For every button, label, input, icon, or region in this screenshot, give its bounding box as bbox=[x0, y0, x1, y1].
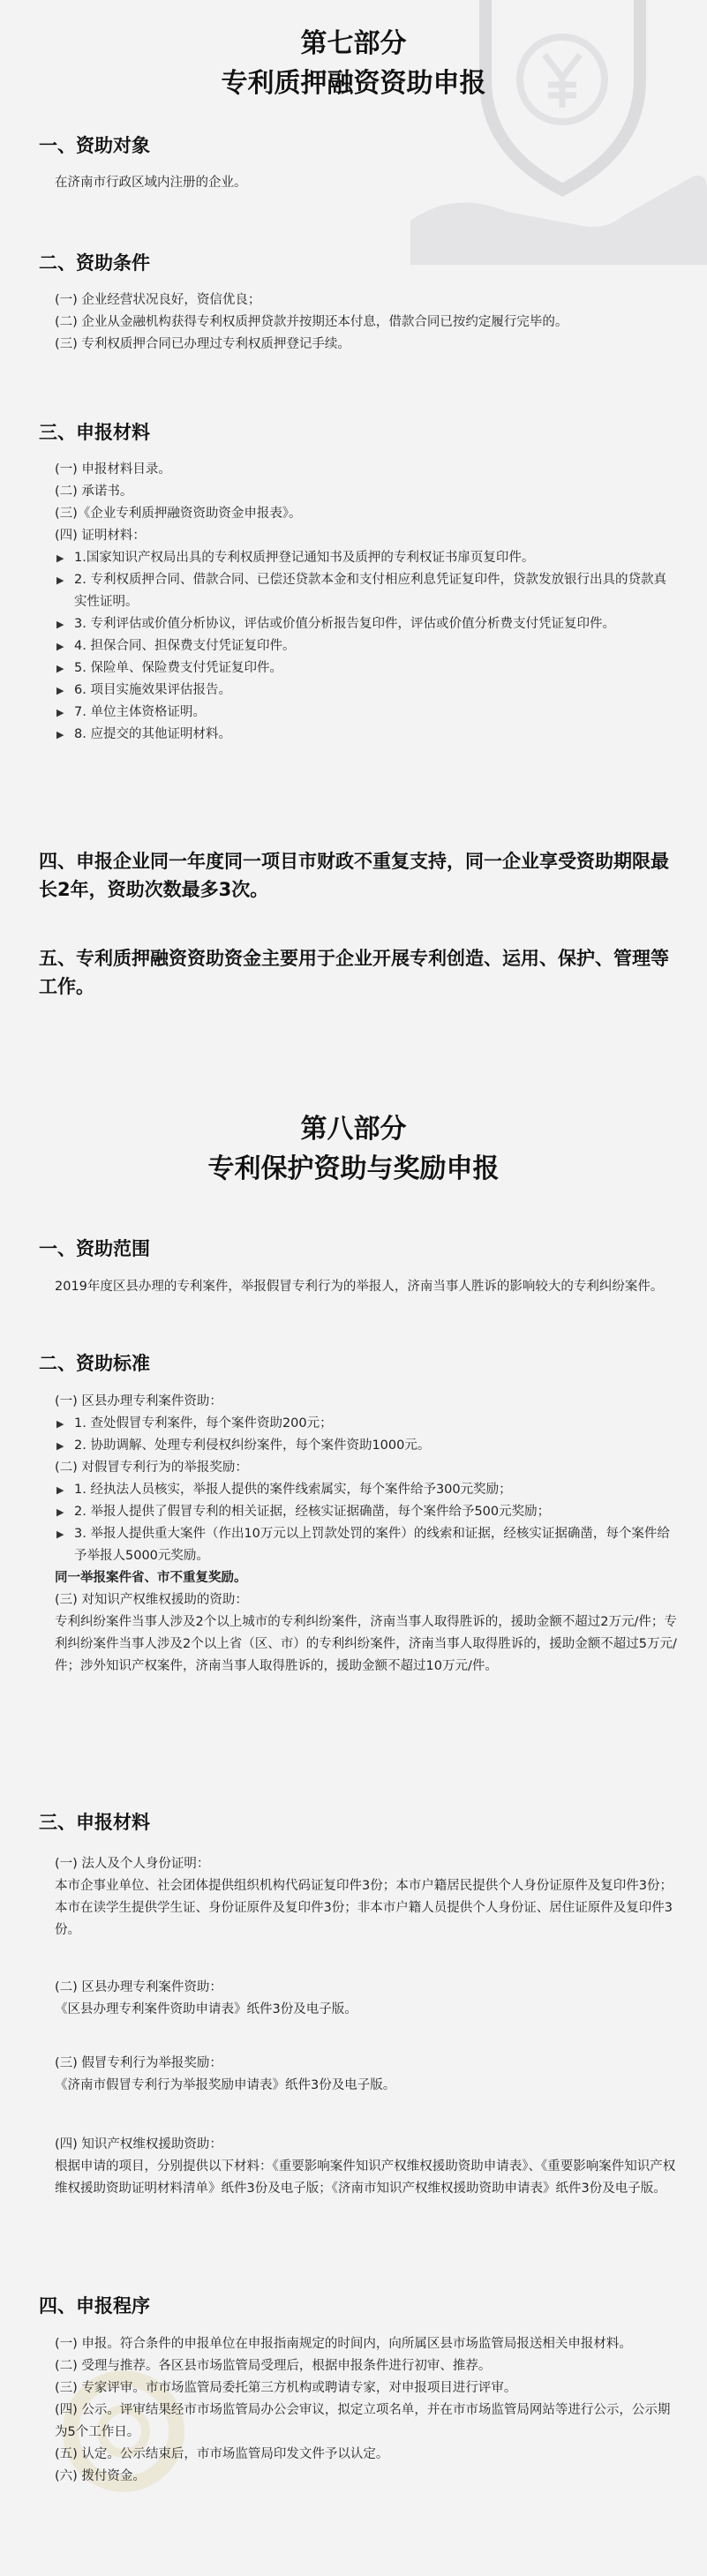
list-item: (四) 公示。评审结果经市市场监管局办公会审议，拟定立项名单，并在市市场监管局网站等进行公示，公示期为5个工作日。 bbox=[55, 2403, 671, 2439]
part8-s4-heading: 四、申报程序 bbox=[39, 2295, 150, 2317]
list-item: (一) 申报材料目录。 bbox=[55, 462, 171, 477]
list-item: (二) 区县办理专利案件资助： bbox=[55, 1980, 222, 1994]
list-item: (三) 假冒专利行为举报奖励： bbox=[55, 2056, 222, 2070]
part8-title bbox=[0, 1110, 707, 1190]
list-item: (一) 法人及个人身份证明： bbox=[55, 1857, 210, 1871]
bullet-item: ▶ 2. 举报人提供了假冒专利的相关证据，经核实证据确凿，每个案件给予500元奖励； bbox=[55, 1501, 677, 1523]
bullet-item: ▶ 1. 查处假冒专利案件，每个案件资助200元； bbox=[55, 1413, 677, 1435]
part8-s3-d bbox=[55, 2134, 677, 2200]
part8-s1-heading: 一、资助范围 bbox=[39, 1238, 150, 1259]
list-item: (三) 专利权质押合同已办理过专利权质押登记手续。 bbox=[55, 337, 350, 351]
bullet-item: ▶ 6. 项目实施效果评估报告。 bbox=[55, 680, 677, 702]
paragraph: 根据申请的项目，分别提供以下材料：《重要影响案件知识产权维权援助资助申请表》、《重要影响案件知识产权维权援助资助证明材料清单》纸件3份及电子版；《济南市知识产权维权援助资助申请表》纸件3份及电子版。 bbox=[55, 2159, 676, 2196]
part8-s3-c bbox=[55, 2053, 677, 2097]
list-item: (一) 区县办理专利案件资助： bbox=[55, 1394, 222, 1408]
list-item: (三)《企业专利质押融资资助资金申报表》。 bbox=[55, 507, 302, 521]
list-item: (一) 申报。符合条件的申报单位在申报指南规定的时间内，向所属区县市场监管局报送相关申报材料。 bbox=[55, 2337, 632, 2351]
bullet-item: ▶ 2. 协助调解、处理专利侵权纠纷案件，每个案件资助1000元。 bbox=[55, 1435, 677, 1457]
part7-s2-heading: 二、资助条件 bbox=[39, 252, 150, 274]
part7-title-line1: 第七部分 bbox=[300, 28, 407, 59]
part7-title-line2: 专利质押融资资助申报 bbox=[221, 68, 486, 99]
list-item: (二) 承诺书。 bbox=[55, 484, 133, 499]
list-item: (四) 知识产权维权援助资助： bbox=[55, 2137, 222, 2152]
list-item: (二) 对假冒专利行为的举报奖励： bbox=[55, 1461, 248, 1475]
part7-title bbox=[0, 25, 707, 104]
part7-s3-list bbox=[55, 459, 677, 746]
part7-s1-text: 在济南市行政区域内注册的企业。 bbox=[55, 176, 247, 190]
part7-s3-heading: 三、申报材料 bbox=[39, 422, 150, 443]
part8-s2-list bbox=[55, 1391, 677, 1678]
note-text: 同一举报案件省、市不重复奖励。 bbox=[55, 1571, 247, 1585]
bullet-item: ▶ 3. 专利评估或价值分析协议，评估或价值分析报告复印件，评估或价值分析费支付凭证复印件。 bbox=[55, 613, 677, 635]
bullet-item: ▶ 1. 经执法人员核实，举报人提供的案件线索属实，每个案件给予300元奖励； bbox=[55, 1479, 677, 1501]
bullet-item: ▶ 1.国家知识产权局出具的专利权质押登记通知书及质押的专利权证书扉页复印件。 bbox=[55, 547, 677, 569]
part7-s1-heading: 一、资助对象 bbox=[39, 135, 150, 156]
list-item: (四) 证明材料： bbox=[55, 529, 146, 543]
paragraph: 《济南市假冒专利行为举报奖励申请表》纸件3份及电子版。 bbox=[55, 2078, 396, 2092]
list-item: (五) 认定。公示结束后，市市场监管局印发文件予以认定。 bbox=[55, 2447, 389, 2461]
paragraph: 专利纠纷案件当事人涉及2个以上城市的专利纠纷案件，济南当事人取得胜诉的，援助金额不超过2万元/件；专利纠纷案件当事人涉及2个以上省（区、市）的专利纠纷案件，济南当事人取得胜诉的，援助金额不超过5万元/件；涉外知识产权案件，济南当事人取得胜诉的，援助金额不超过10万元/件。 bbox=[55, 1615, 677, 1673]
list-item: (二) 受理与推荐。各区县市场监管局受理后，根据申报条件进行初审、推荐。 bbox=[55, 2359, 492, 2373]
bullet-item: ▶ 2. 专利权质押合同、借款合同、已偿还贷款本金和支付相应利息凭证复印件，贷款发放银行出具的贷款真实性证明。 bbox=[55, 569, 677, 613]
part7-s5-heading: 五、专利质押融资资助资金主要用于企业开展专利创造、运用、保护、管理等工作。 bbox=[39, 948, 669, 997]
paragraph: 本市企事业单位、社会团体提供组织机构代码证复印件3份；本市户籍居民提供个人身份证原件及复印件3份；本市在读学生提供学生证、身份证原件及复印件3份；非本市户籍人员提供个人身份证、居住证原件及复印件3份。 bbox=[55, 1879, 673, 1937]
list-item: (三) 专家评审。市市场监管局委托第三方机构或聘请专家，对申报项目进行评审。 bbox=[55, 2381, 517, 2395]
bullet-item: ▶ 4. 担保合同、担保费支付凭证复印件。 bbox=[55, 635, 677, 657]
list-item: (二) 企业从金融机构获得专利权质押贷款并按期还本付息，借款合同已按约定履行完毕的。 bbox=[55, 315, 568, 329]
part8-title-line1: 第八部分 bbox=[300, 1114, 407, 1145]
list-item: (一) 企业经营状况良好，资信优良； bbox=[55, 293, 261, 307]
part8-s2-heading: 二、资助标准 bbox=[39, 1353, 150, 1374]
part8-s3-b bbox=[55, 1977, 677, 2021]
list-item: (三) 对知识产权维权援助的资助： bbox=[55, 1593, 248, 1607]
part7-s4-heading: 四、申报企业同一年度同一项目市财政不重复支持，同一企业享受资助期限最长2年，资助次数最多3次。 bbox=[39, 851, 669, 900]
paragraph: 《区县办理专利案件资助申请表》纸件3份及电子版。 bbox=[55, 2002, 357, 2016]
bullet-item: ▶ 5. 保险单、保险费支付凭证复印件。 bbox=[55, 657, 677, 680]
part8-s4-list bbox=[55, 2333, 677, 2488]
part8-s3-a bbox=[55, 1853, 677, 1941]
bullet-item: ▶ 3. 举报人提供重大案件（作出10万元以上罚款处罚的案件）的线索和证据，经核实证据确凿，每个案件给予举报人5000元奖励。 bbox=[55, 1523, 677, 1567]
part7-s2-list bbox=[55, 289, 677, 356]
part8-title-line2: 专利保护资助与奖励申报 bbox=[207, 1153, 500, 1184]
bullet-item: ▶ 7. 单位主体资格证明。 bbox=[55, 702, 677, 724]
bullet-item: ▶ 8. 应提交的其他证明材料。 bbox=[55, 724, 677, 746]
part8-s3-heading: 三、申报材料 bbox=[39, 1812, 150, 1833]
list-item: (六) 拨付资金。 bbox=[55, 2469, 146, 2483]
part8-s1-text: 2019年度区县办理的专利案件，举报假冒专利行为的举报人，济南当事人胜诉的影响较大的专利纠纷案件。 bbox=[55, 1280, 664, 1294]
